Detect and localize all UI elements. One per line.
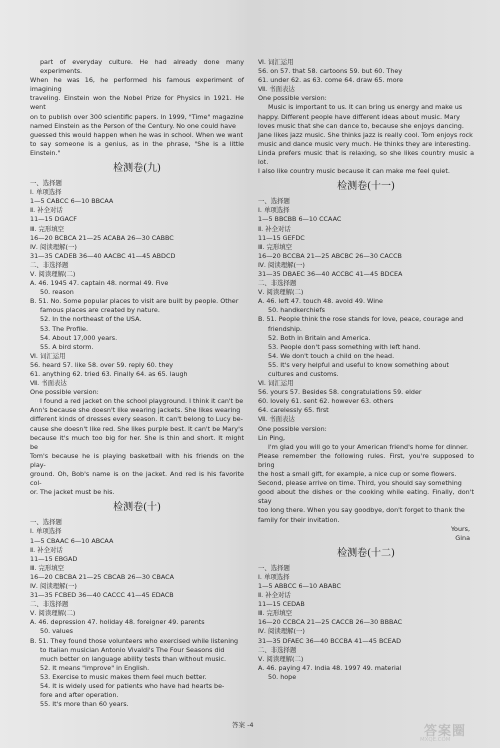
essay-line: Ann's because she doesn't like wearing jackets. She likes wearing [30, 406, 241, 415]
text-line: guessed this would happen when he was in school. When we want [30, 130, 244, 139]
answer-line: Ⅰ. 单项选择 [30, 188, 62, 197]
answer-line: 52. Both in Britain and America. [268, 333, 371, 342]
answer-line: 50. hope [268, 672, 297, 681]
right-top-answers [258, 58, 474, 103]
answer-line: Ⅰ. 单项选择 [258, 572, 290, 581]
answer-line: 52. In the northeast of the USA. [40, 315, 142, 324]
answer-line: Ⅴ. 阅读理解(二) [30, 609, 76, 618]
answer-line: much better on language ability tests than without music. [40, 654, 227, 663]
answer-line: Ⅵ. 词汇运用 [258, 379, 294, 388]
answer-line: Ⅱ. 补全对话 [258, 224, 291, 233]
answer-line: 54. About 17,000 years. [40, 333, 118, 342]
left-column [30, 58, 244, 709]
answer-line: Ⅳ. 阅读理解(一) [30, 242, 77, 251]
answer-line: 二、非选择题 [258, 279, 297, 288]
answer-line: Ⅳ. 阅读理解(一) [258, 627, 305, 636]
answer-line: 55. It's very helpful and useful to know something about [268, 360, 449, 369]
test11-answers [258, 197, 474, 443]
answer-line: 31—35 FCBED 36—40 CACCC 41—45 EDACB [30, 591, 174, 600]
answer-line: Ⅱ. 补全对话 [258, 591, 291, 600]
answer-line: 55. It's more than 60 years. [40, 700, 129, 709]
text-line: part of everyday culture. He had already done many experiments. [40, 58, 244, 76]
essay-line: ground. Oh, Bob's name is on the jacket. And red is his favorite col- [30, 470, 244, 488]
answer-line: Ⅲ. 完形填空 [258, 242, 293, 251]
letter-line: too long there. When you say goodbye, don't forget to thank the [258, 506, 465, 515]
answer-line: friendship. [268, 324, 302, 333]
text-line: When he was 16, he performed his famous experiment of imagining [30, 76, 244, 94]
answer-line: 56. on 57. that 58. cartoons 59. but 60. They [258, 67, 403, 76]
answer-line: 54. We don't touch a child on the head. [268, 351, 395, 360]
answer-line: 53. People don't pass something with left hand. [268, 342, 421, 351]
letter-signature: Gina [455, 533, 470, 542]
answer-line: Ⅱ. 补全对话 [30, 545, 63, 554]
answer-line: 52. It means "improve" in English. [40, 663, 150, 672]
answer-line: 11—15 DGACF [30, 215, 77, 224]
answer-line: 55. A bird storm. [40, 342, 94, 351]
answer-line: B. 51. People think the rose stands for love, peace, courage and [258, 315, 464, 324]
text-line: on to publish over 300 scientific papers. In 1999, "Time" magazine [30, 112, 244, 121]
essay-line: Jane likes jazz music. She thinks jazz is really cool. Tom enjoys rock [258, 130, 473, 139]
answer-line: 一、选择题 [30, 518, 62, 527]
answer-line: 50. values [40, 627, 73, 636]
answer-line: A. 46. paying 47. India 48. 1997 49. material [258, 663, 402, 672]
letter-line: the host a small gift, for example, a nice cup or some flowers. [258, 470, 457, 479]
essay-line: happy. Different people have different ideas about music. Mary [258, 112, 460, 121]
answer-line: One possible version: [30, 388, 99, 397]
answer-line: to Italian musician Antonio Vivaldi's The Four Seasons did [40, 645, 225, 654]
answer-line: 二、非选择题 [30, 260, 69, 269]
answer-line: Ⅲ. 完形填空 [30, 224, 65, 233]
letter-line: Second, please arrive on time. Third, you should say something [258, 479, 462, 488]
essay-line: loves music that she can dance to, because she enjoys dancing. [258, 121, 464, 130]
answer-line: Ⅱ. 补全对话 [30, 206, 63, 215]
essay-line: different kinds of dresses every season. It can't belong to Lucy be- [30, 415, 243, 424]
answer-line: 50. handkerchiefs [268, 306, 326, 315]
answer-line: 56. heard 57. like 58. over 59. reply 60. they [30, 360, 174, 369]
answer-line: fore and after operation. [40, 691, 119, 700]
answer-line: 54. It is widely used for patients who have had hearts be- [40, 682, 225, 690]
answer-line: Ⅶ. 书面表达 [258, 85, 295, 94]
answer-line: Ⅵ. 词汇运用 [258, 58, 294, 66]
right-column [258, 58, 474, 682]
letter-line: family for their invitation. [258, 515, 340, 524]
answer-line: 11—15 CEDAB [258, 600, 305, 609]
answer-line: One possible version: [258, 94, 327, 103]
answer-line: 60. lovely 61. sent 62. however 63. others [258, 397, 394, 406]
answer-line: One possible version: [258, 424, 327, 433]
test12-answers [258, 564, 474, 682]
section-title-test10: 检测卷(十) [113, 502, 161, 514]
essay-line: I also like country music because it can make me feel quiet. [258, 167, 450, 176]
answer-line: 二、非选择题 [258, 645, 297, 654]
test9-answers [30, 179, 244, 397]
essay-line: music and dance music very much. He thinks they are interesting. [258, 139, 471, 148]
answer-line: 56. yours 57. Besides 58. congratulations 59. elder [258, 388, 422, 397]
essay-line: I found a red jacket on the school playground. I think it can't be [40, 397, 244, 406]
answer-line: 53. The Profile. [40, 324, 89, 333]
answer-line: Ⅳ. 阅读理解(一) [258, 260, 305, 269]
answer-line: 61. under 62. as 63. come 64. draw 65. more [258, 76, 404, 85]
answer-line: Ⅶ. 书面表达 [30, 379, 67, 388]
answer-line: Ⅳ. 阅读理解(一) [30, 581, 77, 590]
answer-line: 1—5 CABCC 6—10 BBCAA [30, 197, 114, 206]
answer-line: Ⅴ. 阅读理解(二) [258, 288, 304, 297]
answer-line: A. 46. depression 47. holiday 48. foreigner 49. parents [30, 618, 205, 627]
essay-line: cause she doesn't like red. She likes purple best. It can't be Mary's [30, 424, 244, 433]
test10-answers [30, 518, 244, 709]
answer-line: 一、选择题 [258, 563, 290, 572]
answer-line: B. 51. No. Some popular places to visit are built by people. Other [30, 297, 239, 306]
answer-line: 一、选择题 [258, 197, 290, 206]
text-line: named Einstein as the Person of the Century. No one could have [30, 121, 236, 130]
section-title-test11: 检测卷(十一) [337, 181, 395, 193]
answer-line: 64. carelessly 65. first [258, 406, 329, 415]
answer-line: Ⅰ. 单项选择 [30, 527, 62, 536]
answer-line: 1—5 ABBCC 6—10 ABABC [258, 581, 342, 590]
essay-line: Music is important to us. It can bring us energy and make us [268, 103, 463, 112]
essay-line: because it's much too big for her. She is thin and short. It might be [30, 433, 244, 451]
answer-line: Ⅶ. 书面表达 [258, 415, 295, 424]
answer-line: 31—35 CADEB 36—40 AACBC 41—45 ABDCD [30, 251, 176, 260]
letter-line: Please remember the following rules. First, you're supposed to bring [258, 451, 474, 469]
answer-line: A. 46. left 47. touch 48. avoid 49. Wine [258, 297, 383, 306]
answer-line: 1—5 CBAAC 6—10 ABCAA [30, 536, 114, 545]
answer-line: 11—15 GEFDC [258, 233, 305, 242]
answer-line: 1—5 BBCBB 6—10 CCAAC [258, 215, 342, 224]
answer-line: Ⅰ. 单项选择 [258, 206, 290, 215]
essay-line: Tom's because he is playing basketball with his friends on the play- [30, 451, 244, 469]
text-line: to say someone is a genius, as in the phrase, "She is a little Einstein." [30, 139, 244, 157]
essay-line: or. The jacket must be his. [30, 488, 115, 497]
answer-line: A. 46. 1945 47. captain 48. normal 49. Five [30, 279, 169, 288]
answer-line: 53. Exercise to music makes them feel much better. [40, 672, 207, 681]
page-number: 答案 -4 [232, 721, 254, 729]
answer-line: 31—35 DBAEC 36—40 ACCBC 41—45 BDCEA [258, 269, 403, 278]
letter-line: I'm glad you will go to your American friend's home for dinner. [268, 442, 469, 451]
letter-line: good about the dishes or the cooking while eating. Finally, don't stay [258, 488, 474, 506]
section-title-test12: 检测卷(十二) [337, 547, 395, 559]
answer-line: Ⅴ. 阅读理解(二) [30, 269, 76, 278]
answer-line: Ⅲ. 完形填空 [30, 563, 65, 572]
text-line: traveling. Einstein won the Nobel Prize for Physics in 1921. He went [30, 94, 244, 112]
watermark-logo: 答案圈 [424, 724, 467, 739]
answer-line: 31—35 DFAEC 36—40 BCCBA 41—45 BCEAD [258, 636, 402, 645]
answer-line: 16—20 CCBCA 21—25 CACCB 26—30 BBBAC [258, 618, 403, 627]
answer-line: 16—20 BCBCA 21—25 ACABA 26—30 CABBC [30, 233, 174, 242]
answer-line: cultures and customs. [268, 370, 339, 378]
letter-closing: Yours, [450, 524, 470, 533]
left-top-paragraph [30, 58, 244, 158]
answer-line: 50. reason [40, 288, 74, 297]
music-essay [258, 103, 474, 176]
essay-line: Linda prefers music that is relaxing, so she likes country music a lot. [258, 148, 474, 167]
section-title-test9: 检测卷(九) [113, 163, 161, 175]
answer-line: Ⅴ. 阅读理解(二) [258, 654, 304, 663]
test9-essay [30, 397, 244, 497]
answer-line: B. 51. They found those volunteers who exercised while listening [30, 636, 239, 645]
answer-line: 11—15 EBGAD [30, 554, 78, 563]
answer-line: 16—20 BCCBA 21—25 ABCBC 26—30 CACCB [258, 251, 402, 260]
answer-line: Lin Ping, [258, 433, 286, 442]
answer-line: 16—20 CBCBA 21—25 CBCAB 26—30 CBACA [30, 572, 174, 581]
answer-line: 二、非选择题 [30, 600, 69, 609]
answer-line: 61. anything 62. tried 63. Finally 64. as 65. laugh [30, 370, 188, 378]
answer-line: famous places are created by nature. [40, 306, 160, 315]
answer-line: 一、选择题 [30, 179, 62, 188]
test11-letter [258, 443, 474, 543]
answer-line: Ⅲ. 完形填空 [258, 609, 293, 618]
watermark-url: MXQE.COM [420, 737, 451, 743]
answer-line: Ⅵ. 词汇运用 [30, 351, 66, 360]
